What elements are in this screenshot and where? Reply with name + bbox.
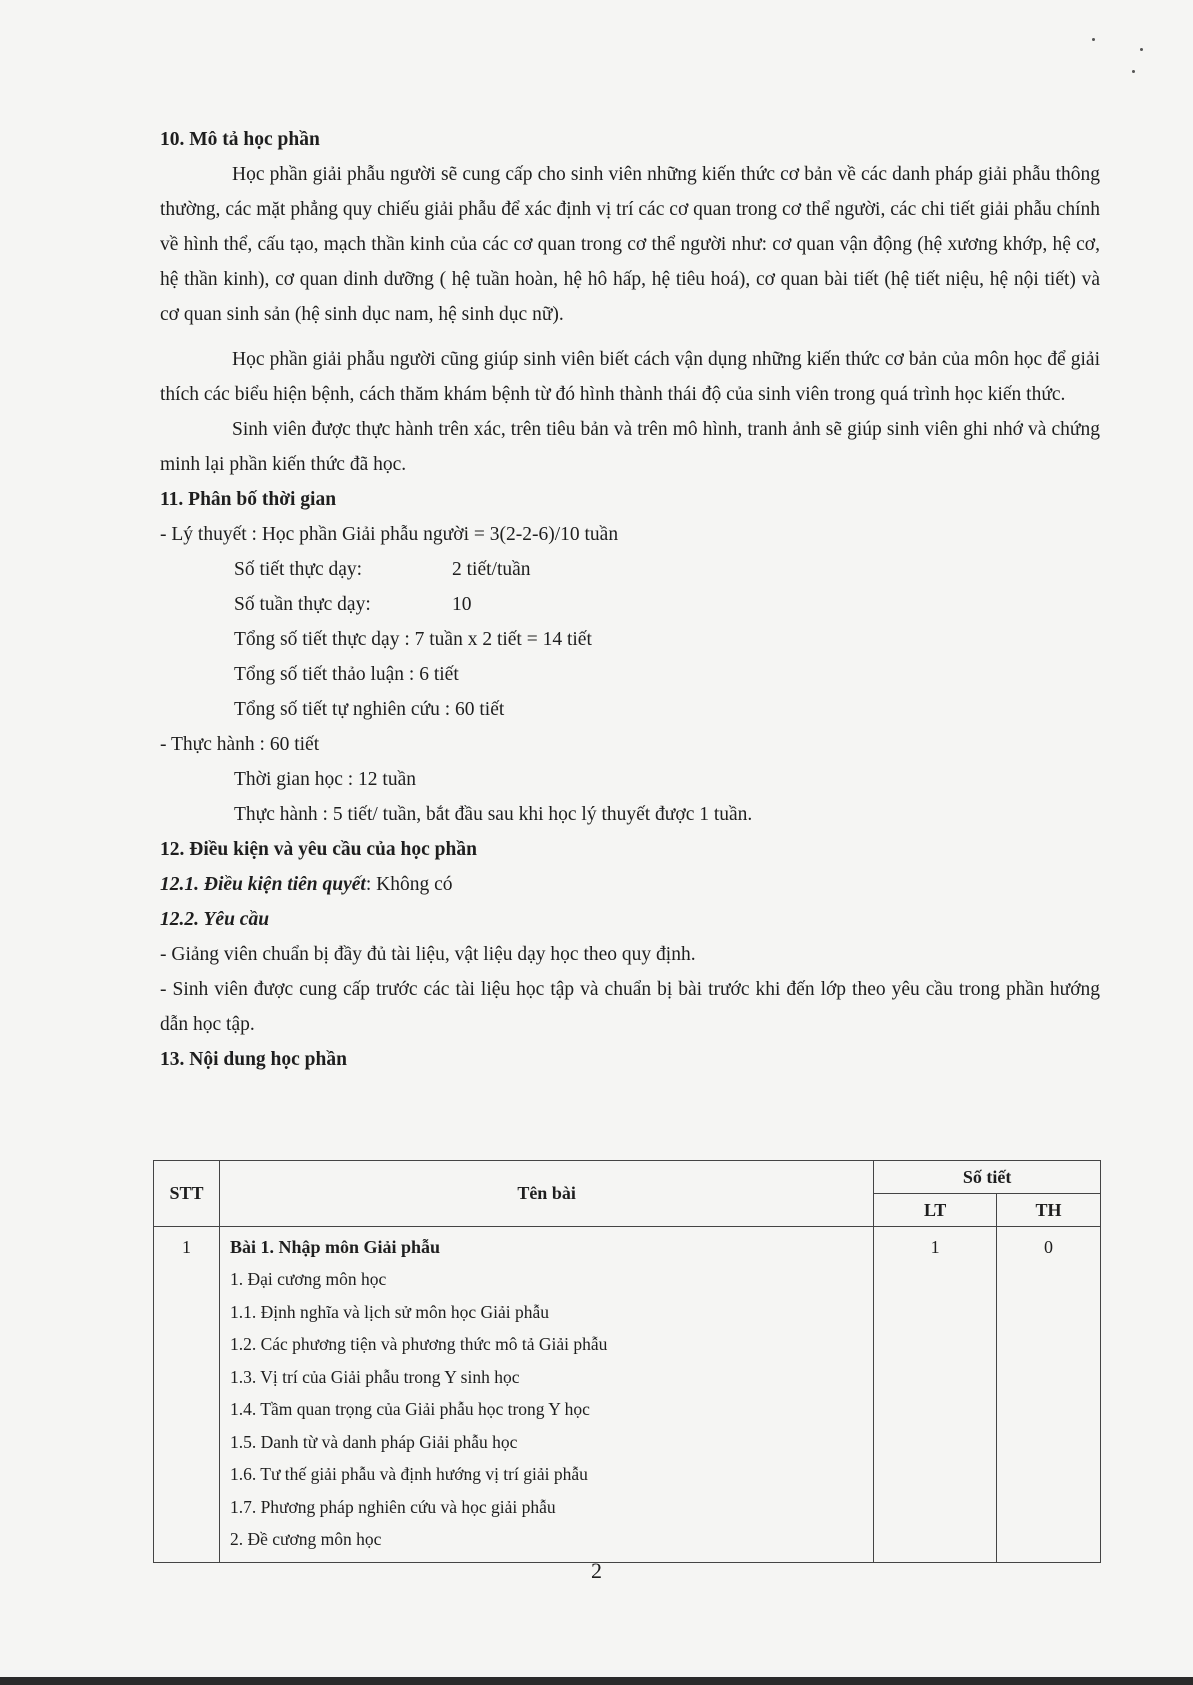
total-hours: Tổng số tiết thực dạy : 7 tuần x 2 tiết = 14 tiết [234, 629, 592, 650]
section-13-heading: 13. Nội dung học phần [160, 1049, 347, 1070]
page-number: 2 [591, 1558, 602, 1583]
prerequisite-label: 12.1. Điều kiện tiên quyết [160, 874, 366, 895]
scan-speck [1092, 38, 1095, 41]
document-body [160, 122, 1100, 1077]
lesson-content [219, 1227, 873, 1563]
topic-item: 1. Đại cương môn học [229, 1269, 387, 1289]
section-10-heading: 10. Mô tả học phần [160, 129, 320, 150]
self-study-hours: Tổng số tiết tự nghiên cứu : 60 tiết [234, 699, 505, 720]
scan-speck [1132, 70, 1135, 73]
study-time: Thời gian học : 12 tuần [234, 769, 416, 790]
weeks-count [160, 587, 1100, 622]
section-10-paragraph-2: Học phần giải phẫu người cũng giúp sinh viên biết cách vận dụng những kiến thức cơ bản của môn học để giải thích các biểu hiện bệnh, cách thăm khám bệnh từ đó hình thành thái độ của sinh viên trong quá trình học kiến thức. [160, 349, 1100, 405]
discussion-hours: Tổng số tiết thảo luận : 6 tiết [234, 664, 459, 685]
section-11-heading: 11. Phân bố thời gian [160, 489, 337, 510]
column-header-lt: LT [874, 1194, 997, 1227]
column-header-th: TH [997, 1194, 1101, 1227]
topic-item: 1.5. Danh từ và danh pháp Giải phẫu học [229, 1431, 518, 1452]
topic-item: 1.3. Vị trí của Giải phẫu trong Y sinh học [229, 1366, 520, 1387]
weeks-label: Số tuần thực dạy: [234, 594, 371, 615]
column-header-lesson-name: Tên bài [219, 1161, 873, 1227]
hours-per-week [160, 552, 1100, 587]
hours-label: Số tiết thực dạy: [234, 559, 363, 580]
requirement-heading: 12.2. Yêu cầu [160, 909, 270, 930]
column-header-hours: Số tiết [874, 1161, 1101, 1194]
column-header-stt: STT [154, 1161, 220, 1227]
row-stt: 1 [154, 1227, 220, 1563]
topic-item: 1.4. Tầm quan trọng của Giải phẫu học trong Y học [229, 1399, 590, 1419]
lesson-title: Bài 1. Nhập môn Giải phẫu [229, 1237, 441, 1257]
section-12-heading: 12. Điều kiện và yêu cầu của học phần [160, 839, 477, 860]
practice-detail: Thực hành : 5 tiết/ tuần, bắt đầu sau khi học lý thuyết được 1 tuần. [234, 804, 753, 825]
prerequisite-line [160, 867, 1100, 902]
weeks-value: 10 [452, 594, 472, 615]
scan-bottom-edge [0, 1677, 1193, 1685]
section-10-paragraph-3: Sinh viên được thực hành trên xác, trên tiêu bản và trên mô hình, tranh ảnh sẽ giúp sinh viên ghi nhớ và chứng minh lại phần kiến thức đã học. [160, 419, 1100, 475]
table-row [154, 1227, 1101, 1563]
topic-item: 2. Đề cương môn học [229, 1529, 382, 1549]
topic-item: 1.2. Các phương tiện và phương thức mô tả Giải phẫu [229, 1334, 608, 1354]
requirement-1: - Giảng viên chuẩn bị đầy đủ tài liệu, vật liệu dạy học theo quy định. [160, 944, 696, 965]
topic-item: 1.6. Tư thế giải phẫu và định hướng vị trí giải phẫu [229, 1464, 588, 1484]
syllabus-table [153, 1160, 1101, 1563]
requirement-2: - Sinh viên được cung cấp trước các tài liệu học tập và chuẩn bị bài trước khi đến lớp theo yêu cầu trong phần hướng dẫn học tập. [160, 979, 1100, 1035]
topic-item: 1.1. Định nghĩa và lịch sử môn học Giải phẫu [229, 1301, 550, 1322]
row-th-value: 0 [997, 1227, 1101, 1563]
prerequisite-value: : Không có [365, 874, 453, 895]
row-lt-value: 1 [874, 1227, 997, 1563]
practice-line: - Thực hành : 60 tiết [160, 734, 320, 755]
theory-line: - Lý thuyết : Học phần Giải phẫu người = 3(2-2-6)/10 tuần [160, 524, 619, 545]
topic-item: 1.7. Phương pháp nghiên cứu và học giải phẫu [229, 1496, 556, 1517]
scan-speck [1140, 48, 1143, 51]
hours-value: 2 tiết/tuần [452, 559, 531, 580]
section-10-paragraph-1: Học phần giải phẫu người sẽ cung cấp cho sinh viên những kiến thức cơ bản về các danh pháp giải phẫu thông thường, các mặt phẳng quy chiếu giải phẫu để xác định vị trí các cơ quan trong cơ thể người, các chi tiết giải phẫu chính về hình thể, cấu tạo, mạch thần kinh của các cơ quan trong cơ thể người như: cơ quan vận động (hệ xương khớp, hệ cơ, hệ thần kinh), cơ quan dinh dưỡng ( hệ tuần hoàn, hệ hô hấp, hệ tiêu hoá), cơ quan bài tiết (hệ tiết niệu, hệ nội tiết) và cơ quan sinh sản (hệ sinh dục nam, hệ sinh dục nữ). [160, 164, 1100, 325]
